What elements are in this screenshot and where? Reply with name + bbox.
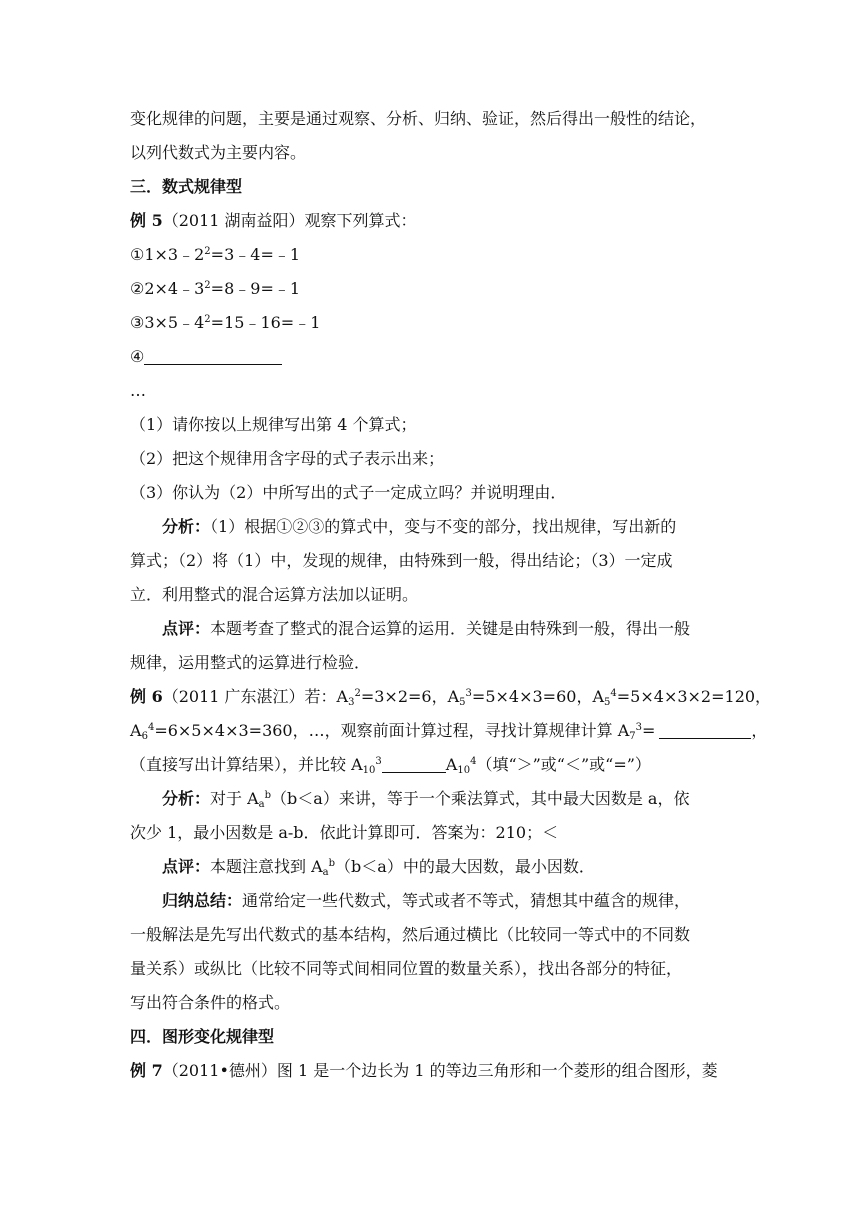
summary-line-2: 一般解法是先写出代数式的基本结构，然后通过横比（比较同一等式中的不同数 [130,925,691,944]
summary-line-3: 量关系）或纵比（比较不同等式间相同位置的数量关系），找出各部分的特征， [130,959,683,978]
question-2: （2）把这个规律用含字母的式子表示出来； [130,449,445,468]
summary-line-1: 归纳总结：通常给定一些代数式，等式或者不等式，猜想其中蕴含的规律， [162,891,691,910]
intro-line-1: 变化规律的问题，主要是通过观察、分析、归纳、验证，然后得出一般性的结论， [130,109,707,128]
example-5-comment-line-1: 点评：本题考查了整式的混合运算的运用．关键是由特殊到一般，得出一般 [162,619,691,638]
example-6-analysis-line-1: 分析：对于 $A_a^b(b<a)$来讲，等于一个乘法算式，其中最大因数是 a，依 [162,789,690,810]
example-5-analysis-line-1: 分析：（1）根据①②③的算式中，变与不变的部分，找出规律，写出新的 [162,517,677,536]
document-page [130,102,772,1088]
intro-line-2: 以列代数式为主要内容。 [130,143,307,162]
section-heading-3: 三．数式规律型 [130,177,243,196]
section-heading-4: 四．图形变化规律型 [130,1027,275,1046]
question-1: （1）请你按以上规律写出第 4 个算式； [130,415,417,434]
equation-3: $③3\times 5﹣4^2=15﹣16=﹣1$ [130,313,321,332]
compare-blank [382,754,446,773]
example-7-line-1: 例 7（2011•德州）图 1 是一个边长为 1 的等边三角形和一个菱形的组合图形，菱 [130,1061,718,1080]
example-5-analysis-line-2: 算式；（2）将（1）中，发现的规律，由特殊到一般，得出结论；（3）一定成 [130,551,673,570]
example-5-label: 例 5 [130,211,163,230]
example-7-label: 例 7 [130,1061,163,1080]
summary-line-4: 写出符合条件的格式。 [130,993,291,1012]
example-6-analysis-line-2: 次少 1，最小因数是 a-b．依此计算即可．答案为：210；＜ [130,823,559,842]
example-6-line-2: $A_6^4=6\times 5\times 4\times 3=360$，…，观察前面计算过程，寻找计算规律计算 $A_7^3=$ ， [130,721,768,742]
example-6-line-3: （直接写出计算结果），并比较 $A_{10}^3$ $A_{10}^4$（填“＞”或“＜”或“=”） [130,755,651,776]
equation-1: $①1\times 3﹣2^2=3﹣4=﹣1$ [130,245,301,264]
example-5-source: （2011 湖南益阳）观察下列算式： [162,211,417,230]
example-6-label: 例 6 [130,687,163,706]
example-6-line-1: 例 6（2011 广东湛江）若：$A_3^2=3\times 2=6$，$A_5^3=5\times 4\times 3=60$，$A_5^4=5\times 4\times 3\times 2=120$， [130,687,772,708]
equation-4-blank: ④ [130,340,740,374]
answer-blank [659,720,751,739]
answer-blank [144,346,282,365]
example-5-analysis-line-3: 立．利用整式的混合运算方法加以证明。 [130,585,419,604]
example-6-comment: 点评：本题注意找到 $A_a^b(b<a)$中的最大因数，最小因数． [162,857,595,878]
ellipsis: … [130,381,146,400]
question-3: （3）你认为（2）中所写出的式子一定成立吗？并说明理由． [130,483,567,502]
equation-2: $②2\times 4﹣3^2=8﹣9=﹣1$ [130,279,301,298]
example-5-comment-line-2: 规律，运用整式的运算进行检验． [130,653,371,672]
example-5-title [130,204,740,238]
